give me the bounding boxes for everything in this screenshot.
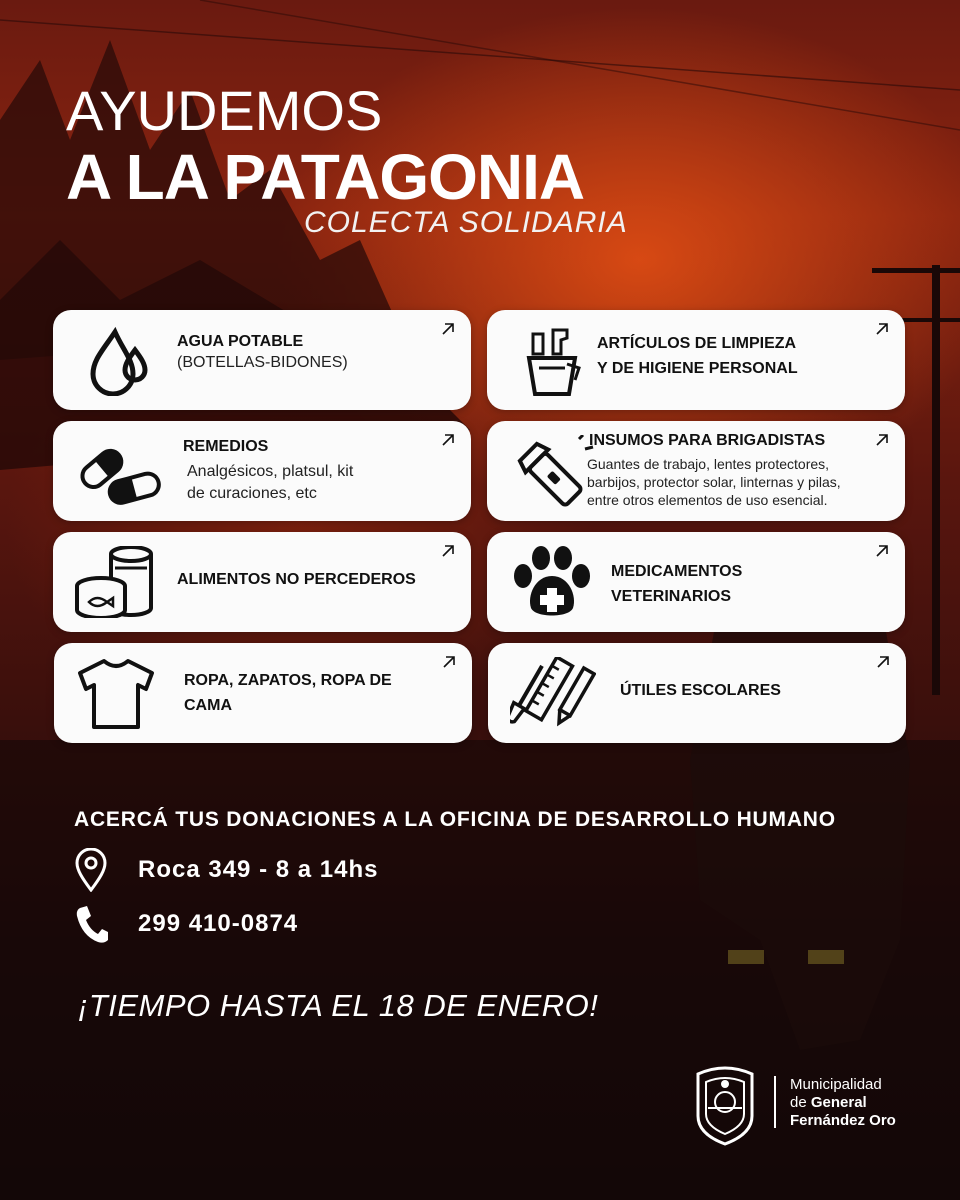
arrow-up-right-icon[interactable]: [876, 655, 890, 669]
card-label: MEDICAMENTOS: [611, 563, 743, 580]
card-label: REMEDIOS: [183, 438, 269, 455]
card-utiles[interactable]: [488, 643, 906, 743]
municipality-crest-icon: [694, 1064, 756, 1146]
cleaning-bucket-icon: [509, 324, 595, 396]
phone-icon: [74, 902, 108, 946]
card-veterinarios[interactable]: [487, 532, 905, 632]
pills-icon: [75, 435, 161, 507]
card-detail: barbijos, protector solar, linternas y pilas,: [587, 474, 841, 490]
water-drops-icon: [75, 324, 161, 396]
subtitle: COLECTA SOLIDARIA: [304, 206, 628, 239]
paw-medical-icon: [509, 546, 595, 618]
title-line-2: A LA PATAGONIA: [66, 141, 585, 213]
card-detail: (BOTELLAS-BIDONES): [177, 354, 348, 371]
card-brigadistas[interactable]: [487, 421, 905, 521]
cans-icon: [75, 546, 161, 618]
card-limpieza[interactable]: [487, 310, 905, 410]
flashlight-icon: [509, 435, 595, 507]
card-label: ÚTILES ESCOLARES: [620, 682, 781, 699]
card-label: CAMA: [184, 697, 232, 714]
card-label: Y DE HIGIENE PERSONAL: [597, 360, 798, 377]
tshirt-icon: [76, 657, 162, 729]
card-detail: Analgésicos, platsul, kit: [187, 463, 354, 480]
dropoff-heading: ACERCÁ TUS DONACIONES A LA OFICINA DE DESARROLLO HUMANO: [74, 808, 836, 831]
card-label: AGUA POTABLE: [177, 333, 304, 350]
card-label: ARTÍCULOS DE LIMPIEZA: [597, 335, 797, 352]
card-detail: entre otros elementos de uso esencial.: [587, 492, 828, 508]
card-label: ROPA, ZAPATOS, ROPA DE: [184, 672, 392, 689]
school-supplies-icon: [510, 657, 596, 729]
phone-text[interactable]: 299 410-0874: [138, 910, 299, 937]
card-remedios[interactable]: [53, 421, 471, 521]
arrow-up-right-icon[interactable]: [441, 322, 455, 336]
logo-divider: [774, 1076, 776, 1128]
arrow-up-right-icon[interactable]: [441, 544, 455, 558]
municipality-line-3: Fernández Oro: [790, 1112, 896, 1129]
deadline-text: ¡TIEMPO HASTA EL 18 DE ENERO!: [78, 988, 599, 1023]
card-label: INSUMOS PARA BRIGADISTAS: [589, 432, 826, 449]
card-alimentos[interactable]: [53, 532, 471, 632]
title-line-1: AYUDEMOS: [66, 79, 383, 142]
card-detail: de curaciones, etc: [187, 485, 317, 502]
arrow-up-right-icon[interactable]: [875, 322, 889, 336]
address-text: Roca 349 - 8 a 14hs: [138, 856, 379, 883]
card-ropa[interactable]: [54, 643, 472, 743]
arrow-up-right-icon[interactable]: [875, 544, 889, 558]
municipality-line-2: de General: [790, 1094, 867, 1111]
municipality-line-1: Municipalidad: [790, 1076, 882, 1093]
arrow-up-right-icon[interactable]: [441, 433, 455, 447]
municipality-name: [790, 1076, 896, 1130]
card-label: VETERINARIOS: [611, 588, 732, 605]
arrow-up-right-icon[interactable]: [442, 655, 456, 669]
card-label: ALIMENTOS NO PERCEDEROS: [177, 571, 416, 588]
card-detail: Guantes de trabajo, lentes protectores,: [587, 456, 830, 472]
location-pin-icon: [74, 848, 108, 892]
card-agua-potable[interactable]: [53, 310, 471, 410]
arrow-up-right-icon[interactable]: [875, 433, 889, 447]
